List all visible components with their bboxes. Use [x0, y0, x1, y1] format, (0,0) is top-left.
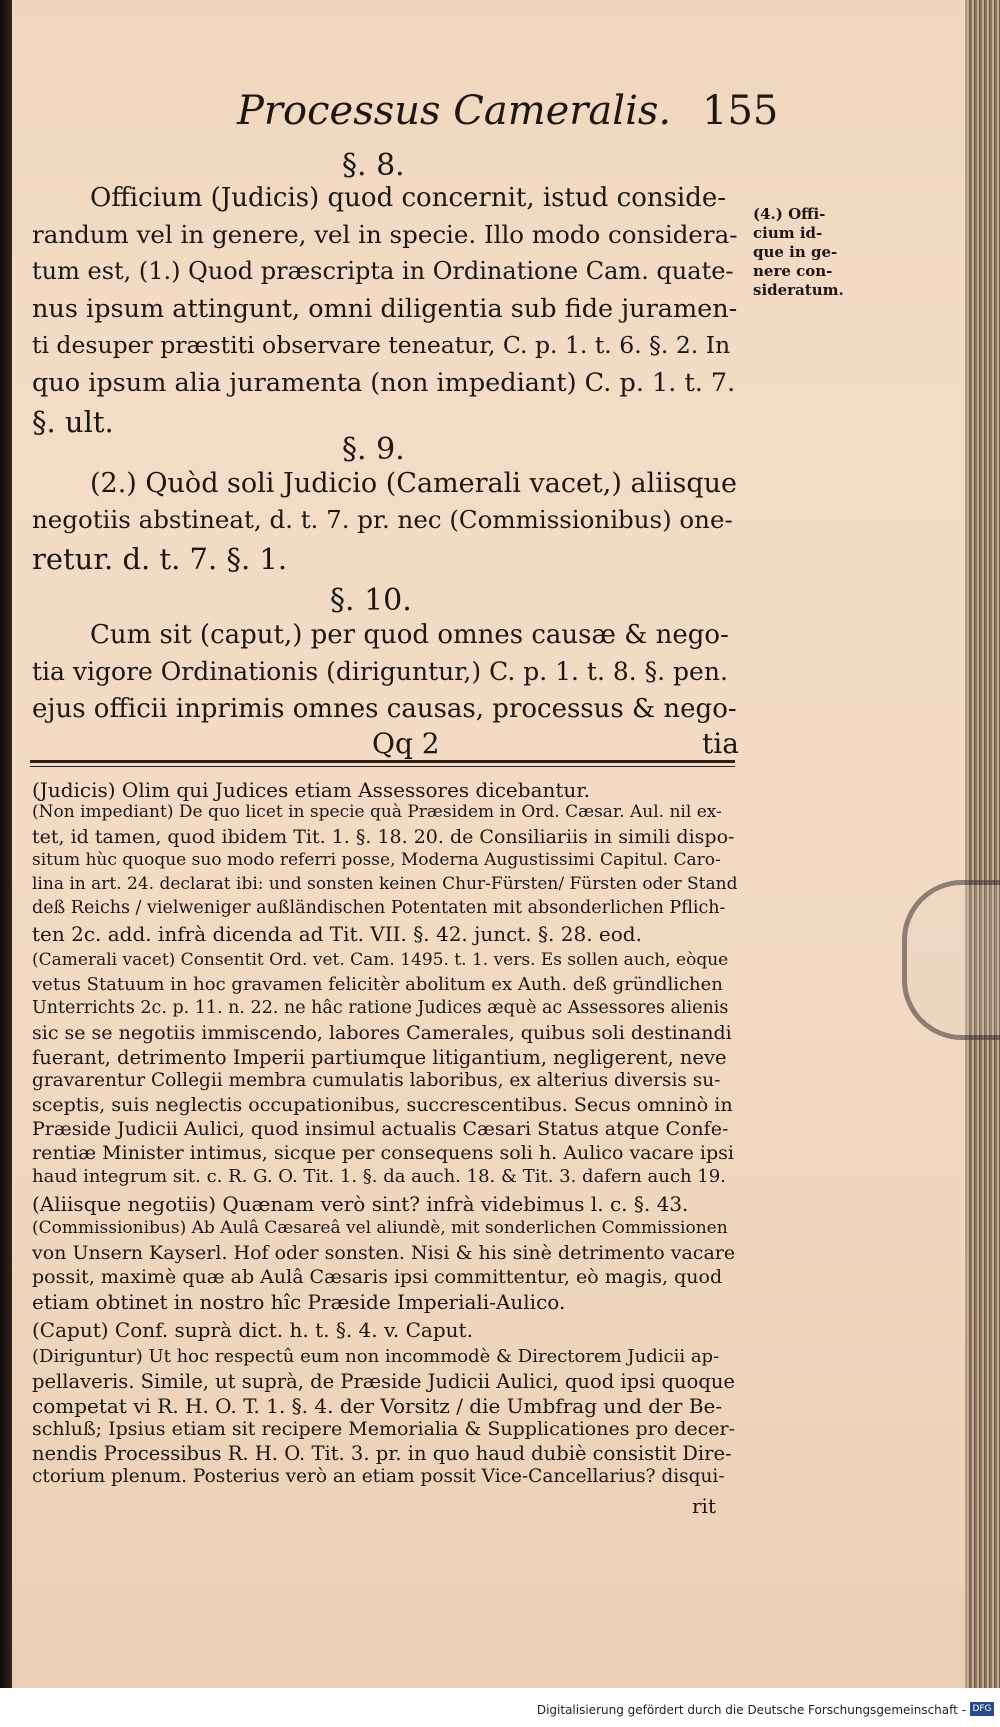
section-heading: §. 9. [342, 432, 405, 467]
footnote-line: (Judicis) Olim qui Judices etiam Assessores dicebantur. [32, 778, 591, 802]
catchword: tia [702, 727, 739, 760]
body-line: Officium (Judicis) quod concernit, istud conside- [90, 183, 727, 213]
footnote-line: (Caput) Conf. suprà dict. h. t. §. 4. v. Caput. [32, 1318, 473, 1342]
footnote-line: pellaveris. Simile, ut suprà, de Præside Judicii Aulici, quod ipsi quoque [32, 1370, 735, 1393]
footnote-line: rentiæ Minister intimus, sicque per consequens soli h. Aulico vacare ipsi [32, 1142, 734, 1164]
footnote-line: (Non impediant) De quo licet in specie quà Præsidem in Ord. Cæsar. Aul. nil ex- [32, 802, 722, 822]
footnote-line: ten 2c. add. infrà dicenda ad Tit. VII. §. 42. junct. §. 28. eod. [32, 922, 642, 946]
footnote-line: von Unsern Kayserl. Hof oder sonsten. Nisi & his sinè detrimento vacare [32, 1242, 736, 1264]
footnote-line: (Camerali vacet) Consentit Ord. vet. Cam. 1495. t. 1. vers. Es sollen auch, eòque [32, 950, 729, 970]
footnote-line: competat vi R. H. O. T. 1. §. 4. der Vorsitz / die Umbfrag und der Be- [32, 1394, 723, 1418]
body-line: Cum sit (caput,) per quod omnes causæ & nego- [90, 620, 729, 650]
margin-note-line: que in ge- [753, 243, 838, 261]
footnote-line: haud integrum sit. c. R. G. O. Tit. 1. §. da auch. 18. & Tit. 3. dafern auch 19. [32, 1166, 726, 1187]
footnote-line: schluß; Ipsius etiam sit recipere Memorialia & Supplicationes pro decer- [32, 1418, 736, 1440]
body-line: ti desuper præstiti observare teneatur, C. p. 1. t. 6. §. 2. In [32, 331, 731, 359]
footnote-line: (Commissionibus) Ab Aulâ Cæsareâ vel aliundè, mit sonderlichen Commissionen [32, 1218, 728, 1238]
section-heading: §. 8. [342, 148, 405, 183]
body-line: quo ipsum alia juramenta (non impediant) C. p. 1. t. 7. [32, 368, 736, 398]
footnote-rule [30, 760, 735, 763]
margin-note-line: nere con- [753, 262, 833, 280]
footnote-catchword: rit [692, 1494, 716, 1518]
body-line: ejus officii inprimis omnes causas, processus & nego- [32, 694, 737, 724]
footnote-line: Unterrichts 2c. p. 11. n. 22. ne hâc ratione Judices æquè ac Assessores alienis [32, 998, 729, 1018]
footnote-line: gravarentur Collegii membra cumulatis laboribus, ex alterius diversis su- [32, 1070, 721, 1091]
dfg-logo: DFG [970, 1702, 994, 1716]
body-line: negotiis abstineat, d. t. 7. pr. nec (Commissionibus) one- [32, 505, 733, 534]
footnote-line: (Aliisque negotiis) Quænam verò sint? infrà videbimus l. c. §. 43. [32, 1192, 689, 1216]
body-line: nus ipsum attingunt, omni diligentia sub fide juramen- [32, 294, 738, 324]
page-clip [902, 880, 1000, 1040]
body-line: randum vel in genere, vel in specie. Illo modo considera- [32, 220, 738, 249]
running-title: Processus Cameralis. [237, 88, 672, 134]
section-heading: §. 10. [330, 583, 412, 618]
footnote-line: tet, id tamen, quod ibidem Tit. 1. §. 18. 20. de Consiliariis in simili dispo- [32, 826, 735, 848]
body-line: tia vigore Ordinationis (diriguntur,) C. p. 1. t. 8. §. pen. [32, 657, 728, 686]
footnote-line: lina in art. 24. declarat ibi: und sonsten keinen Chur-Fürsten/ Fürsten oder Stand [32, 874, 738, 894]
body-line: retur. d. t. 7. §. 1. [32, 542, 288, 576]
footnote-line: Præside Judicii Aulici, quod insimul actualis Cæsari Status atque Confe- [32, 1118, 729, 1140]
footnote-line: nendis Processibus R. H. O. Tit. 3. pr. in quo haud dubiè consistit Dire- [32, 1442, 732, 1465]
signature-mark: Qq 2 [372, 727, 440, 760]
digitization-credit: Digitalisierung gefördert durch die Deutsche Forschungsgemeinschaft - [536, 1703, 966, 1717]
body-line: §. ult. [32, 405, 114, 439]
book-page [12, 0, 967, 1688]
footnote-line: possit, maximè quæ ab Aulâ Cæsaris ipsi committentur, eò magis, quod [32, 1266, 723, 1288]
footnote-rule-thin [30, 766, 735, 767]
footnote-line: vetus Statuum in hoc gravamen felicitèr abolitum ex Auth. deß gründlichen [32, 974, 723, 995]
margin-note-line: sideratum. [753, 281, 844, 299]
margin-note-line: cium id- [753, 224, 823, 242]
footnote-line: etiam obtinet in nostro hîc Præside Imperiali-Aulico. [32, 1290, 566, 1314]
footnote-line: situm hùc quoque suo modo referri posse, Moderna Augustissimi Capitul. Caro- [32, 850, 721, 870]
footnote-line: sic se se negotiis immiscendo, labores Camerales, quibus soli destinandi [32, 1022, 732, 1044]
page-number: 155 [702, 88, 779, 134]
page-stack-edges [965, 0, 1000, 1690]
footnote-line: sceptis, suis neglectis occupationibus, succrescentibus. Secus omninò in [32, 1094, 733, 1116]
footnote-line: deß Reichs / vielweniger außländischen Potentaten mit absonderlichen Pflich- [32, 898, 726, 918]
margin-note-line: (4.) Offi- [753, 205, 826, 223]
footnote-line: ctorium plenum. Posterius verò an etiam possit Vice-Cancellarius? disqui- [32, 1466, 725, 1487]
body-line: tum est, (1.) Quod præscripta in Ordinatione Cam. quate- [32, 257, 734, 285]
footnote-line: fuerant, detrimento Imperii partiumque litigantium, negligerent, neve [32, 1046, 727, 1069]
footnote-line: (Diriguntur) Ut hoc respectû eum non incommodè & Directorem Judicii ap- [32, 1346, 720, 1367]
body-line: (2.) Quòd soli Judicio (Camerali vacet,) aliisque [90, 468, 737, 499]
